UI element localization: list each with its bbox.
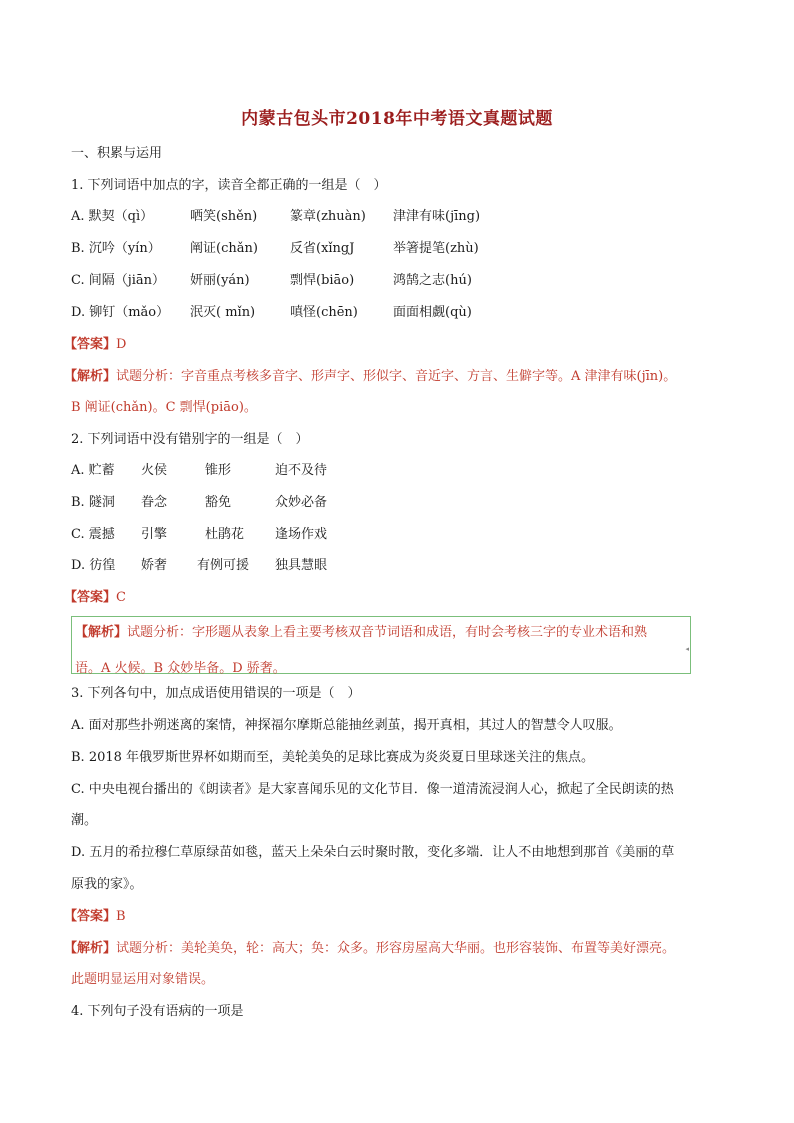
option-item: 面面相觑(qù) (393, 305, 472, 320)
option-item: 篆章(zhuàn) (290, 209, 366, 224)
option-item: 眷念 (141, 495, 168, 510)
option-item: 逢场作戏 (275, 527, 328, 542)
answer-value: B (116, 909, 126, 924)
question-3-answer (64, 908, 126, 926)
option-item: 津津有味(jīng) (393, 209, 481, 224)
answer-tag: 【答案】 (64, 337, 117, 352)
question-1-stem: 1. 下列词语中加点的字，读音全都正确的一组是（ ） (71, 178, 387, 193)
question-1-analysis-cont: B 阐证(chǎn)。C 剽悍(piāo)。 (71, 400, 257, 415)
option-item: 有例可援 (197, 558, 250, 573)
question-2-analysis-box (71, 616, 691, 674)
page-title: 内蒙古包头市2018年中考语文真题试题 (241, 109, 553, 129)
option-item: B. 隧洞 (71, 495, 115, 510)
answer-value: C (116, 590, 126, 605)
option-item: 反省(xǐngJ (290, 241, 355, 256)
analysis-tag: 【解析】 (75, 625, 128, 640)
question-3-option-d: D. 五月的希拉穆仁草原绿苗如毯，蓝天上朵朵白云时聚时散，变化多端．让人不由地想到那首《美丽的草 (71, 845, 675, 860)
option-item: B. 沉吟（yín） (71, 241, 161, 256)
option-item: 众妙必备 (275, 495, 328, 510)
option-item: 杜鹃花 (205, 527, 245, 542)
option-item: 独具慧眼 (275, 558, 328, 573)
option-item: 阐证(chǎn) (190, 241, 258, 256)
option-item: C. 震撼 (71, 527, 115, 542)
option-item: 泯灭( mǐn) (190, 305, 256, 320)
option-item: 剽悍(biāo) (290, 273, 355, 288)
anchor-marker-icon: ◂ (685, 645, 689, 653)
option-item: C. 间隔（jiān） (71, 273, 166, 288)
question-3-option-c: C. 中央电视台播出的《朗读者》是大家喜闻乐见的文化节目．像一道清流浸润人心，掀起了全民朗读的热 (71, 782, 674, 797)
question-2-analysis (75, 621, 647, 640)
question-2-analysis-cont: 语。A 火候。B 众妙毕备。D 骄奢。 (75, 661, 286, 676)
question-4-stem: 4. 下列句子没有语病的一项是 (71, 1004, 244, 1019)
option-item: 锥形 (205, 463, 232, 478)
question-3-option-b: B. 2018 年俄罗斯世界杯如期而至，美轮美奂的足球比赛成为炎炎夏日里球迷关注的焦点。 (71, 750, 595, 765)
option-item: 火侯 (141, 463, 168, 478)
answer-value: D (116, 337, 127, 352)
option-item: 哂笑(shěn) (190, 209, 258, 224)
analysis-text: 试题分析：字形题从表象上看主要考核双音节词语和成语，有时会考核三字的专业术语和熟 (127, 625, 648, 640)
option-item: 娇奢 (141, 558, 168, 573)
option-item: A. 默契（qì） (71, 209, 154, 224)
option-item: 妍丽(yán) (190, 273, 250, 288)
analysis-tag: 【解析】 (64, 369, 117, 384)
answer-tag: 【答案】 (64, 590, 117, 605)
option-item: 迫不及待 (275, 463, 328, 478)
option-item: 举箸提笔(zhù) (393, 241, 479, 256)
option-item: 引擎 (141, 527, 168, 542)
question-2-stem: 2. 下列词语中没有错别字的一组是（ ） (71, 432, 309, 447)
analysis-text: 试题分析：美轮美奂，轮：高大；奂：众多。形容房屋高大华丽。也形容装饰、布置等美好漂亮。 (116, 941, 676, 956)
section-heading: 一、积累与运用 (71, 146, 163, 161)
question-3-option-c-cont: 潮。 (71, 813, 98, 828)
question-3-option-a: A. 面对那些扑朔迷离的案情，神探福尔摩斯总能抽丝剥茧，揭开真相，其过人的智慧令人叹服。 (71, 718, 622, 733)
option-item: 豁免 (205, 495, 232, 510)
question-3-analysis (64, 940, 675, 958)
question-2-answer (64, 589, 126, 607)
option-item: A. 贮蓄 (71, 463, 115, 478)
analysis-tag: 【解析】 (64, 941, 117, 956)
option-item: D. 铆钉（mǎo） (71, 305, 170, 320)
question-1-answer (64, 336, 126, 354)
question-1-analysis (64, 368, 676, 386)
option-item: D. 彷徨 (71, 558, 116, 573)
question-3-stem: 3. 下列各句中，加点成语使用错误的一项是（ ） (71, 686, 361, 701)
answer-tag: 【答案】 (64, 909, 117, 924)
option-item: 嗔怪(chēn) (290, 305, 358, 320)
analysis-text: 试题分析：字音重点考核多音字、形声字、形似字、音近字、方言、生僻字等。A 津津有味(jīn)。 (116, 369, 677, 384)
question-3-option-d-cont: 原我的家》。 (71, 877, 143, 892)
question-3-analysis-cont: 此题明显运用对象错误。 (71, 972, 215, 987)
option-item: 鸿鹄之志(hú) (393, 273, 472, 288)
